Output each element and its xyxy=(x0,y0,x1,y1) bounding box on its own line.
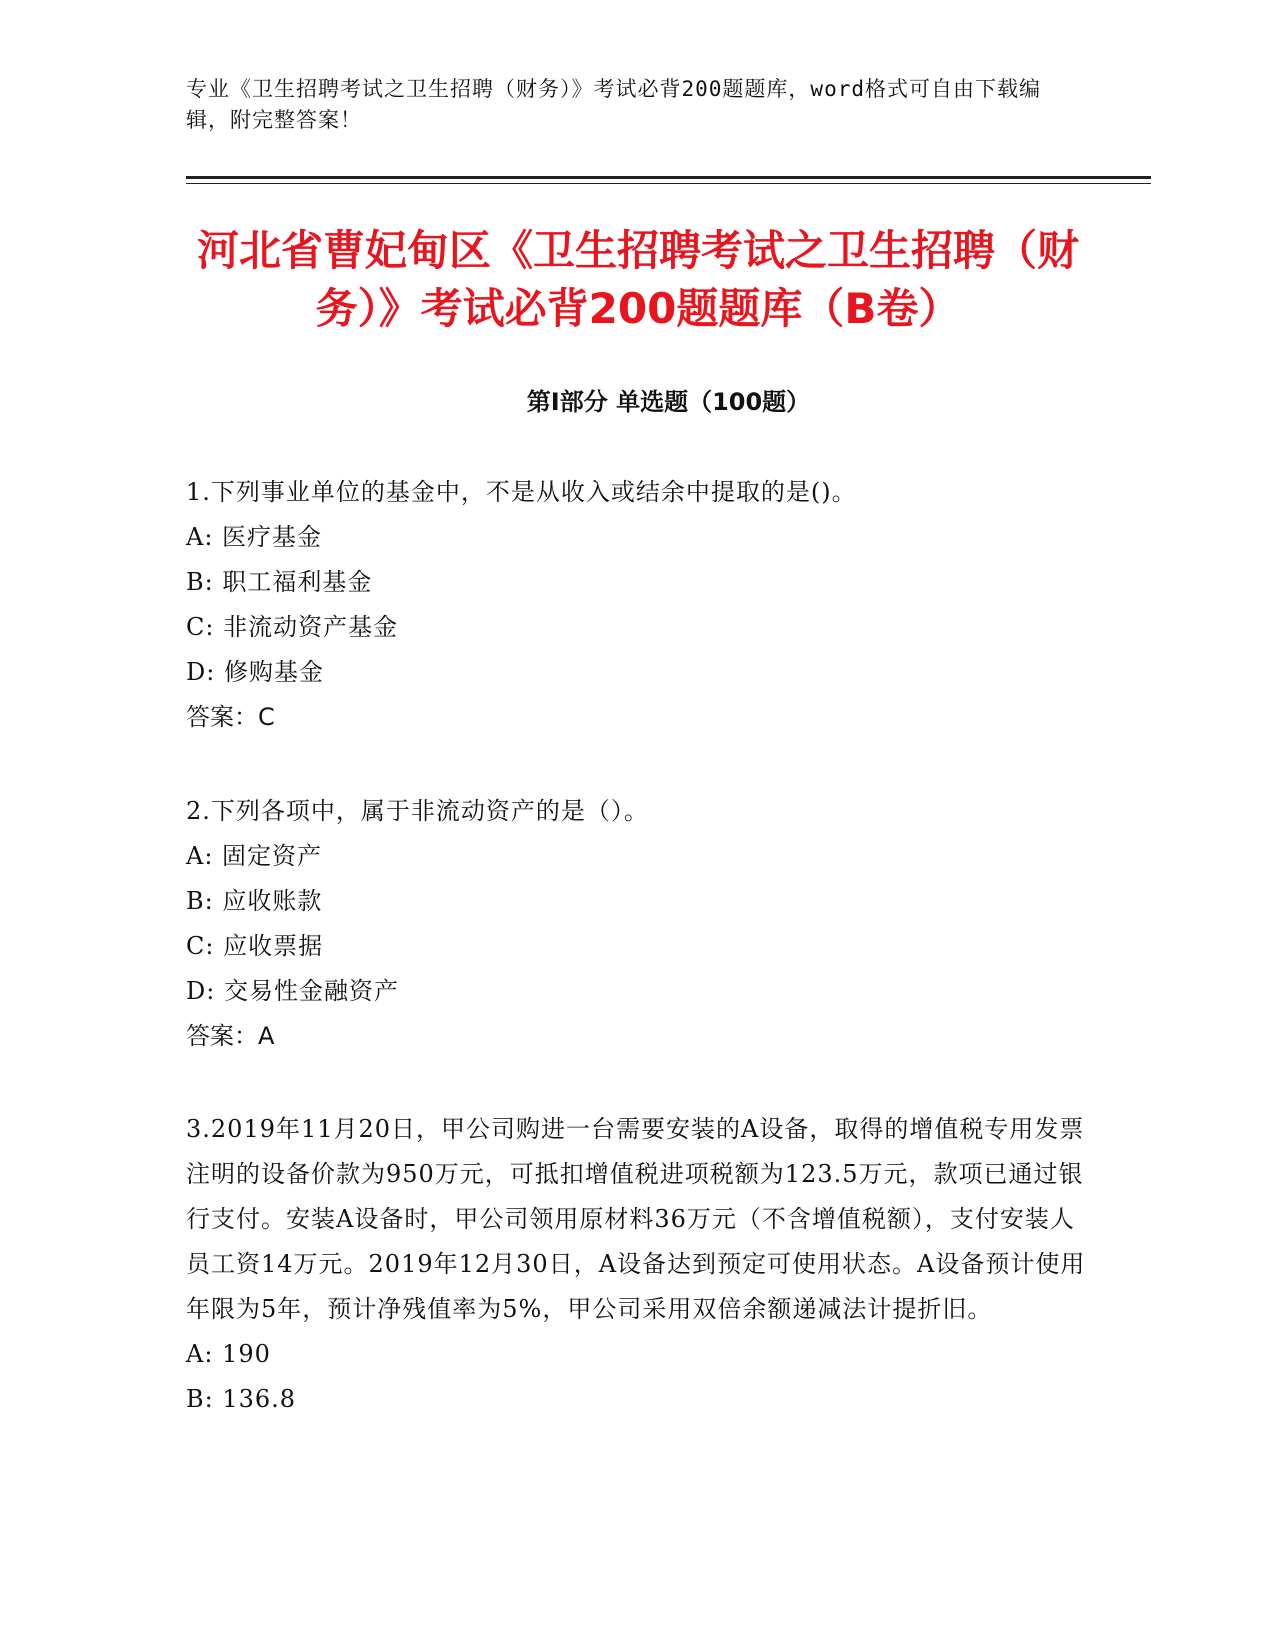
answer: 答案：C xyxy=(186,703,275,731)
document-title: 河北省曹妃甸区《卫生招聘考试之卫生招聘（财务）》考试必背200题题库（B卷） xyxy=(196,226,1079,333)
option-b: B: 应收账款 xyxy=(186,887,323,915)
question-stem: 1.下列事业单位的基金中，不是从收入或结余中提取的是()。 xyxy=(186,478,857,506)
option-a: A: 190 xyxy=(186,1340,271,1368)
option-a: A: 固定资产 xyxy=(186,842,323,870)
option-c: C: 非流动资产基金 xyxy=(186,613,399,641)
option-d: D: 交易性金融资产 xyxy=(186,977,399,1005)
option-b: B: 职工福利基金 xyxy=(186,568,373,596)
header-divider-thick xyxy=(186,176,1151,179)
option-c: C: 应收票据 xyxy=(186,932,324,960)
header-note: 专业《卫生招聘考试之卫生招聘（财务）》考试必背200题题库，word格式可自由下载编辑，附完整答案！ xyxy=(186,77,1041,132)
question-stem: 3.2019年11月20日，甲公司购进一台需要安装的A设备，取得的增值税专用发票注明的设备价款为950万元，可抵扣增值税进项税额为123.5万元，款项已通过银行支付。安装A设备时，甲公司领用原材料36万元（不含增值税额），支付安装人员工资14万元。2019年12月30日，A设备达到预定可使用状态。A设备预计使用年限为5年，预计净残值率为5%，甲公司采用双倍余额递减法计提折旧。 xyxy=(186,1115,1086,1323)
option-a: A: 医疗基金 xyxy=(186,523,323,551)
question-1 xyxy=(186,470,1086,740)
option-b: B: 136.8 xyxy=(186,1385,297,1413)
section-title: 第Ⅰ部分 单选题（100题） xyxy=(526,388,811,416)
question-2 xyxy=(186,789,1086,1059)
answer: 答案：A xyxy=(186,1022,275,1050)
header-divider-thin xyxy=(186,183,1151,184)
option-d: D: 修购基金 xyxy=(186,658,324,686)
question-stem: 2.下列各项中，属于非流动资产的是（）。 xyxy=(186,797,649,825)
question-3 xyxy=(186,1107,1086,1422)
